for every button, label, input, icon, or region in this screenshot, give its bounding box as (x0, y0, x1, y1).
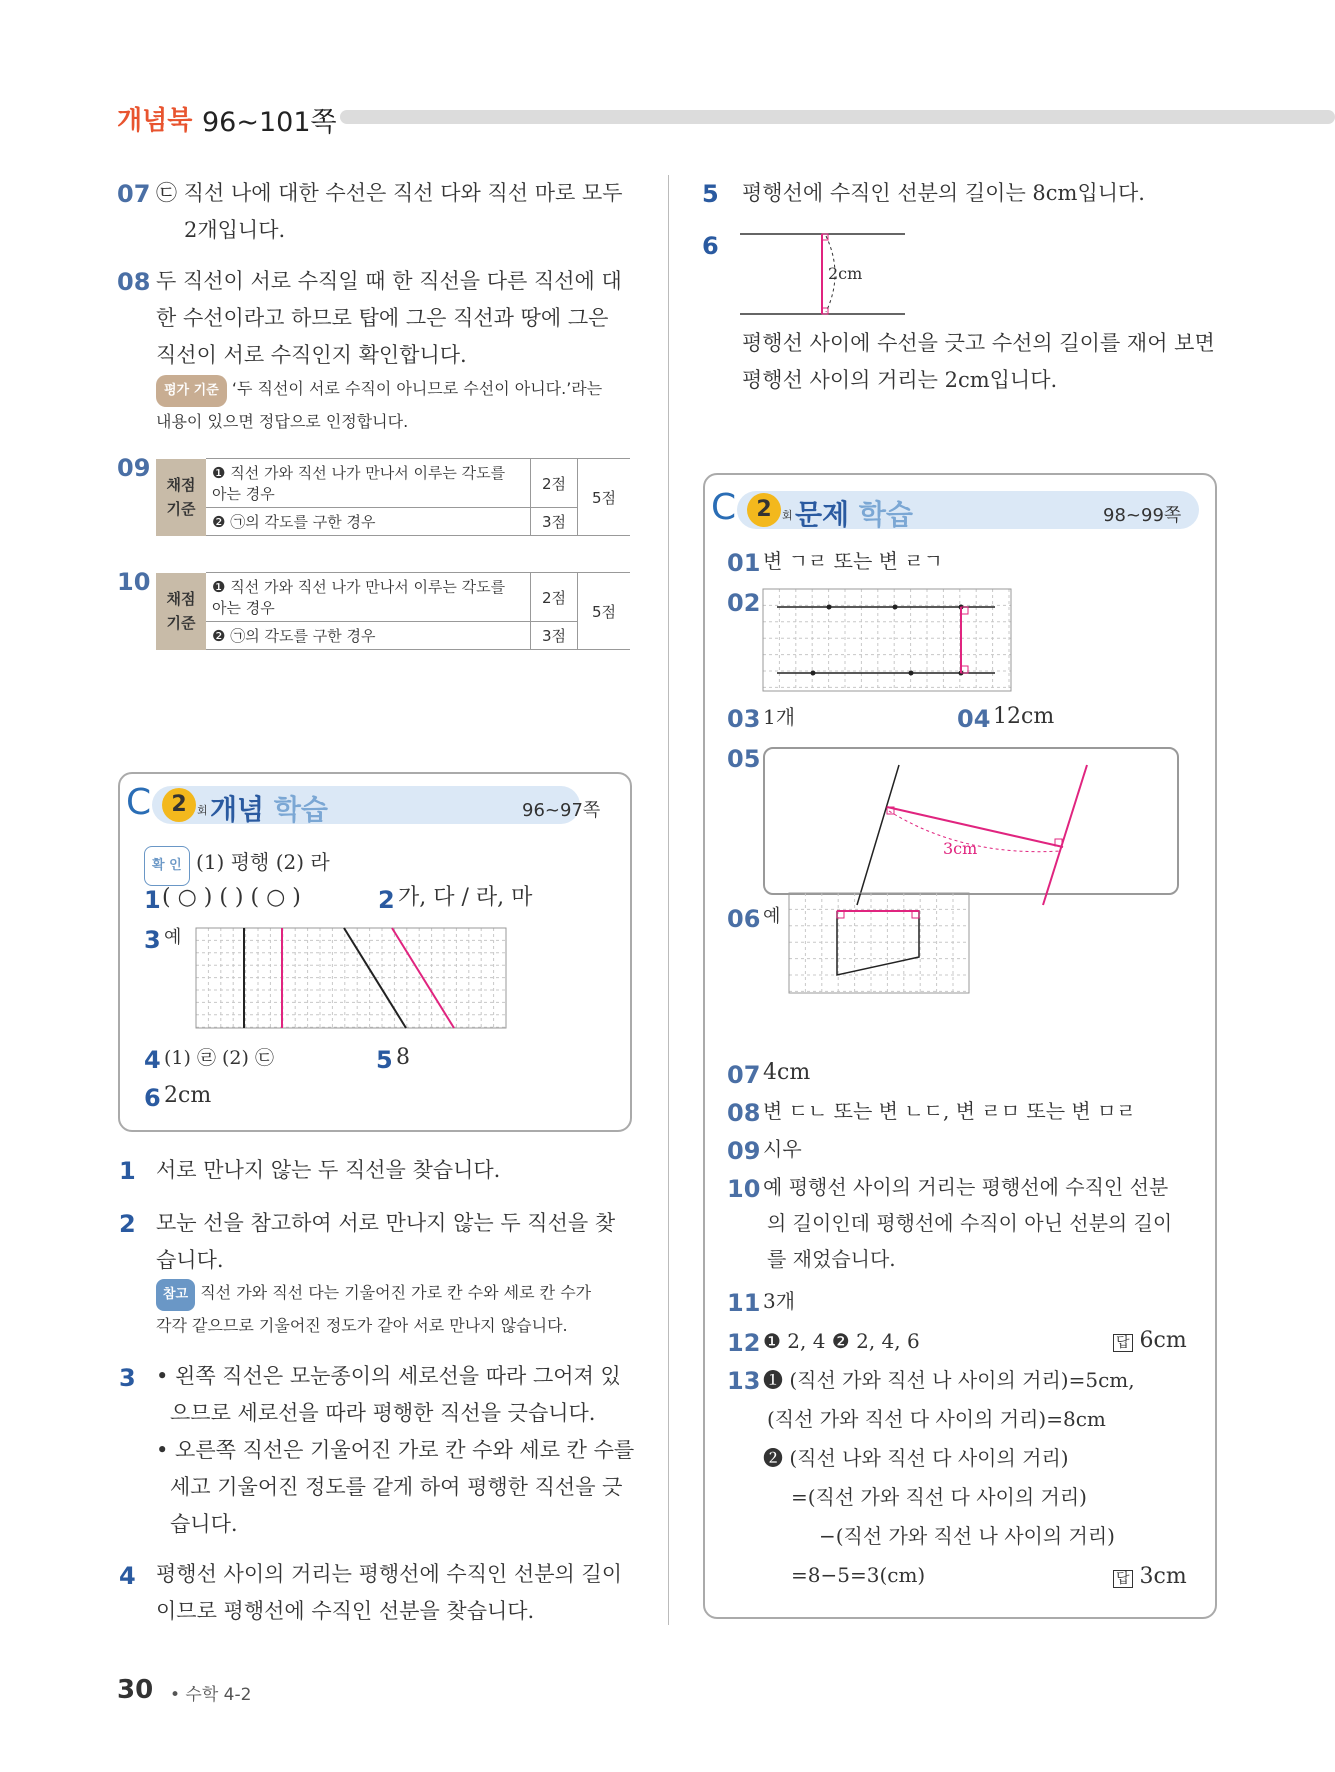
q10-label: 채점 기준 (156, 573, 206, 650)
q09-row1: ❶ 직선 가와 직선 나가 만나서 이루는 각도를 아는 경우 (206, 459, 531, 508)
p12-answer-value: 6cm (1139, 1328, 1187, 1353)
p11-text: 3개 (763, 1289, 796, 1313)
p13-answer (1113, 1559, 1187, 1597)
problem-box (703, 473, 1217, 1619)
p01-text: 변 ㄱㄹ 또는 변 ㄹㄱ (763, 549, 943, 573)
q08-line3: 직선이 서로 수직인지 확인합니다. (156, 343, 467, 367)
e2-line2: 습니다. (156, 1248, 224, 1272)
e5-text: 평행선에 수직인 선분의 길이는 8cm입니다. (742, 181, 1145, 205)
p13-answer-tag: 답 (1113, 1570, 1133, 1588)
p07-text: 4cm (763, 1060, 811, 1085)
q09-row2: ❷ ㉠의 각도를 구한 경우 (206, 508, 531, 536)
e6-figure (740, 230, 910, 320)
a2-text: 가, 다 / 라, 마 (398, 885, 533, 910)
e3-b2-line2: 세고 기울어진 정도를 같게 하여 평행한 직선을 긋 (170, 1475, 623, 1499)
p13-line2: (직선 가와 직선 다 사이의 거리)=8cm (767, 1407, 1106, 1431)
q08-tag: 평가 기준 (156, 375, 227, 407)
p13-answer-value: 3cm (1139, 1564, 1187, 1589)
q08-note (156, 374, 646, 437)
p12-answer (1113, 1323, 1187, 1361)
concept-box (118, 772, 632, 1132)
e6-line2: 평행선 사이의 거리는 2cm입니다. (742, 368, 1058, 392)
e2-note (156, 1278, 646, 1341)
e1-text: 서로 만나지 않는 두 직선을 찾습니다. (156, 1158, 501, 1182)
concept-title-b: 학습 (273, 793, 328, 826)
e4-line2: 이므로 평행선에 수직인 선분을 찾습니다. (156, 1599, 535, 1623)
a5-text: 8 (396, 1045, 410, 1070)
a3-number: 3 (144, 926, 161, 954)
concept-bracket: C (126, 782, 152, 823)
p06-example-mark: 예 (763, 906, 781, 927)
problem-round-badge: 2 (747, 493, 781, 527)
problem-title-b: 학습 (858, 498, 913, 531)
q09-number: 09 (117, 454, 151, 482)
q08-text (156, 263, 636, 374)
q08-line1: 두 직선이 서로 수직일 때 한 직선을 다른 직선에 대 (156, 269, 622, 293)
check-text: (1) 평행 (2) 라 (196, 850, 330, 874)
e6-number: 6 (702, 232, 719, 260)
p09-text: 시우 (763, 1137, 802, 1161)
e3-b1-line2: 으므로 세로선을 따라 평행한 직선을 긋습니다. (170, 1401, 596, 1425)
p10-line1: 평행선 사이의 거리는 평행선에 수직인 선분 (788, 1175, 1169, 1199)
problem-title (795, 493, 913, 533)
p08-text: 변 ㄷㄴ 또는 변 ㄴㄷ, 변 ㄹㅁ 또는 변 ㅁㄹ (763, 1099, 1136, 1123)
p03-text: 1개 (763, 705, 796, 729)
concept-round-badge: 2 (162, 788, 196, 822)
e2-tag: 참고 (156, 1279, 195, 1311)
e6-line1: 평행선 사이에 수선을 긋고 수선의 길이를 재어 보면 (742, 331, 1215, 355)
e3-b1-line1: • 왼쪽 직선은 모눈종이의 세로선을 따라 그어져 있 (156, 1364, 621, 1388)
p04-number: 04 (957, 705, 991, 733)
q10-total: 5점 (578, 573, 631, 650)
e5-number: 5 (702, 180, 719, 208)
q09-label: 채점 기준 (156, 459, 206, 536)
problem-bracket: C (711, 487, 737, 528)
a6-number: 6 (144, 1084, 161, 1112)
page-number: 30 (117, 1675, 154, 1705)
p07-number: 07 (727, 1061, 761, 1089)
header-book: 개념북 (117, 106, 193, 136)
p10-text (763, 1169, 1203, 1277)
q10-row2: ❷ ㉠의 각도를 구한 경우 (206, 622, 531, 650)
p06-grid-figure (789, 893, 969, 993)
p12-answer-tag: 답 (1113, 1334, 1133, 1352)
p13-number: 13 (727, 1367, 761, 1395)
e3-b2-line1: • 오른쪽 직선은 기울어진 가로 칸 수와 세로 칸 수를 (156, 1438, 635, 1462)
q09-score-table (156, 458, 630, 536)
e4-line1: 평행선 사이의 거리는 평행선에 수직인 선분의 길이 (156, 1562, 623, 1586)
a1-number: 1 (144, 886, 161, 914)
problem-pages: 98~99쪽 (1103, 505, 1182, 526)
p08-number: 08 (727, 1099, 761, 1127)
e2-line1: 모눈 선을 참고하여 서로 만나지 않는 두 직선을 찾 (156, 1211, 616, 1235)
q08-line2: 한 수선이라고 하므로 탑에 그은 직선과 땅에 그은 (156, 306, 609, 330)
p09-number: 09 (727, 1137, 761, 1165)
q10-score-table (156, 572, 630, 650)
e2-text (156, 1205, 636, 1279)
q10-number: 10 (117, 568, 151, 596)
e6-label: 2cm (828, 264, 863, 283)
p10-number: 10 (727, 1175, 761, 1203)
q10-row2-pt: 3점 (531, 622, 578, 650)
concept-title (210, 788, 328, 828)
a2-number: 2 (378, 886, 395, 914)
e3-number: 3 (119, 1364, 136, 1392)
problem-title-a: 문제 (795, 498, 850, 531)
p10-line2: 의 길이인데 평행선에 수직이 아닌 선분의 길이 (767, 1211, 1173, 1235)
q09-total: 5점 (578, 459, 631, 536)
q07-line2: 2개입니다. (184, 218, 286, 242)
p13-line5: −(직선 가와 직선 나 사이의 거리) (819, 1524, 1115, 1548)
q07-text (156, 175, 636, 249)
q09-row1-pt: 2점 (531, 459, 578, 508)
q07-number: 07 (117, 180, 151, 208)
e2-note-line2: 각각 같으므로 기울어진 정도가 같아 서로 만나지 않습니다. (156, 1316, 568, 1335)
q10-row1: ❶ 직선 가와 직선 나가 만나서 이루는 각도를 아는 경우 (206, 573, 531, 622)
q09-row2-pt: 3점 (531, 508, 578, 536)
header-bar (340, 110, 1335, 124)
p13-line4: =(직선 가와 직선 다 사이의 거리) (791, 1485, 1087, 1509)
e3-b2-line3: 습니다. (170, 1512, 238, 1536)
concept-title-a: 개념 (210, 793, 265, 826)
q10-row1-pt: 2점 (531, 573, 578, 622)
p04-text: 12cm (993, 704, 1055, 729)
a1-text: ( ○ ) ( ) ( ○ ) (162, 885, 301, 910)
e1-number: 1 (119, 1157, 136, 1185)
p13-line3: ❷ (직선 나와 직선 다 사이의 거리) (763, 1446, 1069, 1470)
q07-line1: ㉢ 직선 나에 대한 수선은 직선 다와 직선 마로 모두 (156, 181, 623, 205)
p01-number: 01 (727, 549, 761, 577)
p06-number: 06 (727, 905, 761, 933)
p12-number: 12 (727, 1329, 761, 1357)
e2-note-line1: 직선 가와 직선 다는 기울어진 가로 칸 수와 세로 칸 수가 (200, 1283, 592, 1302)
e3-text (156, 1358, 646, 1543)
p10-line3: 를 재었습니다. (767, 1247, 896, 1271)
p13-line6: =8−5=3(cm) (791, 1563, 926, 1587)
p10-example-mark: 예 (763, 1175, 783, 1199)
concept-round-suffix: 회 (197, 804, 208, 817)
a4-number: 4 (144, 1046, 161, 1074)
header-pages: 96~101쪽 (202, 107, 337, 138)
p05-number: 05 (727, 745, 761, 773)
footer-subject: • 수학 4-2 (170, 1685, 252, 1705)
p05-label: 3cm (943, 839, 978, 858)
a3-example-mark: 예 (164, 927, 182, 948)
q08-number: 08 (117, 268, 151, 296)
p05-figure (763, 747, 1175, 891)
p11-number: 11 (727, 1289, 761, 1317)
e4-number: 4 (119, 1562, 136, 1590)
p12-text: ❶ 2, 4 ❷ 2, 4, 6 (763, 1329, 920, 1353)
q08-note-line2: 내용이 있으면 정답으로 인정합니다. (156, 412, 409, 431)
p03-number: 03 (727, 705, 761, 733)
p02-grid-figure (763, 589, 1011, 691)
e4-text (156, 1556, 646, 1630)
e6-text (742, 325, 1242, 399)
a5-number: 5 (376, 1046, 393, 1074)
check-tag: 확 인 (144, 846, 190, 886)
concept-pages: 96~97쪽 (522, 800, 601, 821)
a6-text: 2cm (164, 1083, 212, 1108)
column-divider (668, 175, 669, 1625)
a4-text: (1) ㉣ (2) ㉢ (164, 1047, 274, 1069)
e2-number: 2 (119, 1210, 136, 1238)
p02-number: 02 (727, 589, 761, 617)
p13-line1: ❶ (직선 가와 직선 나 사이의 거리)=5cm, (763, 1368, 1135, 1392)
q08-note-line1: ‘두 직선이 서로 수직이 아니므로 수선이 아니다.’라는 (231, 379, 603, 398)
problem-round-suffix: 회 (782, 509, 793, 522)
a3-grid-figure (196, 928, 506, 1028)
